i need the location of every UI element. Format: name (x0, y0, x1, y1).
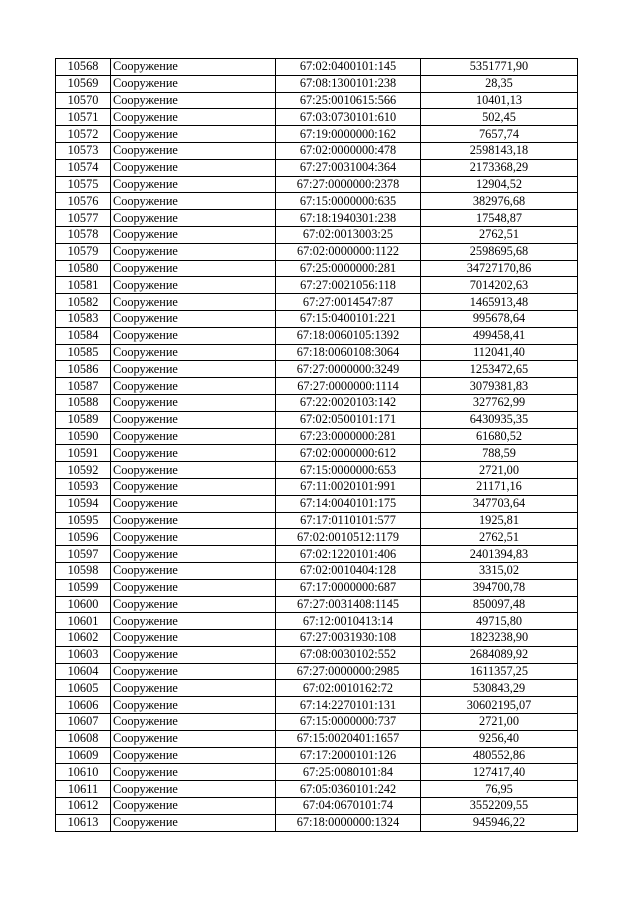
value-cell: 530843,29 (421, 680, 578, 697)
row-number-cell: 10578 (56, 226, 111, 243)
cadastral-number-cell: 67:15:0400101:221 (276, 310, 421, 327)
cadastral-number-cell: 67:14:2270101:131 (276, 697, 421, 714)
row-number-cell: 10589 (56, 411, 111, 428)
object-type-cell: Сооружение (111, 126, 276, 143)
cadastral-number-cell: 67:27:0031930:108 (276, 630, 421, 647)
object-type-cell: Сооружение (111, 92, 276, 109)
row-number-cell: 10594 (56, 495, 111, 512)
table-body (56, 59, 578, 832)
object-type-cell: Сооружение (111, 210, 276, 227)
table-row (56, 630, 578, 647)
value-cell: 3552209,55 (421, 798, 578, 815)
object-type-cell: Сооружение (111, 109, 276, 126)
value-cell: 788,59 (421, 445, 578, 462)
table-row (56, 495, 578, 512)
cadastral-number-cell: 67:23:0000000:281 (276, 428, 421, 445)
row-number-cell: 10612 (56, 798, 111, 815)
cadastral-number-cell: 67:27:0014547:87 (276, 294, 421, 311)
row-number-cell: 10585 (56, 344, 111, 361)
row-number-cell: 10609 (56, 747, 111, 764)
value-cell: 2684089,92 (421, 646, 578, 663)
row-number-cell: 10568 (56, 59, 111, 76)
table-row (56, 680, 578, 697)
row-number-cell: 10590 (56, 428, 111, 445)
row-number-cell: 10573 (56, 142, 111, 159)
object-type-cell: Сооружение (111, 142, 276, 159)
row-number-cell: 10587 (56, 378, 111, 395)
cadastral-number-cell: 67:02:0010512:1179 (276, 529, 421, 546)
cadastral-number-cell: 67:02:0013003:25 (276, 226, 421, 243)
value-cell: 10401,13 (421, 92, 578, 109)
table-row (56, 462, 578, 479)
cadastral-number-cell: 67:22:0020103:142 (276, 394, 421, 411)
table-row (56, 59, 578, 76)
table-row (56, 159, 578, 176)
value-cell: 2401394,83 (421, 546, 578, 563)
value-cell: 49715,80 (421, 613, 578, 630)
value-cell: 499458,41 (421, 327, 578, 344)
row-number-cell: 10586 (56, 361, 111, 378)
table-row (56, 361, 578, 378)
row-number-cell: 10582 (56, 294, 111, 311)
cadastral-number-cell: 67:02:0010162:72 (276, 680, 421, 697)
value-cell: 327762,99 (421, 394, 578, 411)
cadastral-number-cell: 67:02:0400101:145 (276, 59, 421, 76)
row-number-cell: 10580 (56, 260, 111, 277)
object-type-cell: Сооружение (111, 814, 276, 831)
row-number-cell: 10603 (56, 646, 111, 663)
cadastral-number-cell: 67:03:0730101:610 (276, 109, 421, 126)
object-type-cell: Сооружение (111, 428, 276, 445)
cadastral-number-cell: 67:02:0000000:1122 (276, 243, 421, 260)
object-type-cell: Сооружение (111, 394, 276, 411)
object-type-cell: Сооружение (111, 75, 276, 92)
cadastral-number-cell: 67:02:1220101:406 (276, 546, 421, 563)
cadastral-number-cell: 67:27:0021056:118 (276, 277, 421, 294)
row-number-cell: 10596 (56, 529, 111, 546)
row-number-cell: 10605 (56, 680, 111, 697)
object-type-cell: Сооружение (111, 260, 276, 277)
object-type-cell: Сооружение (111, 781, 276, 798)
table-row (56, 697, 578, 714)
value-cell: 30602195,07 (421, 697, 578, 714)
cadastral-number-cell: 67:27:0000000:1114 (276, 378, 421, 395)
table-row (56, 512, 578, 529)
table-row (56, 478, 578, 495)
row-number-cell: 10602 (56, 630, 111, 647)
cadastral-number-cell: 67:08:1300101:238 (276, 75, 421, 92)
object-type-cell: Сооружение (111, 176, 276, 193)
table-row (56, 344, 578, 361)
row-number-cell: 10575 (56, 176, 111, 193)
object-type-cell: Сооружение (111, 411, 276, 428)
row-number-cell: 10569 (56, 75, 111, 92)
table-row (56, 92, 578, 109)
cadastral-number-cell: 67:15:0000000:653 (276, 462, 421, 479)
value-cell: 347703,64 (421, 495, 578, 512)
value-cell: 7657,74 (421, 126, 578, 143)
row-number-cell: 10592 (56, 462, 111, 479)
object-type-cell: Сооружение (111, 630, 276, 647)
cadastral-number-cell: 67:17:0110101:577 (276, 512, 421, 529)
table-row (56, 243, 578, 260)
cadastral-number-cell: 67:08:0030102:552 (276, 646, 421, 663)
object-type-cell: Сооружение (111, 747, 276, 764)
object-type-cell: Сооружение (111, 243, 276, 260)
table-row (56, 798, 578, 815)
object-type-cell: Сооружение (111, 663, 276, 680)
table-row (56, 529, 578, 546)
object-type-cell: Сооружение (111, 327, 276, 344)
object-type-cell: Сооружение (111, 579, 276, 596)
row-number-cell: 10611 (56, 781, 111, 798)
row-number-cell: 10570 (56, 92, 111, 109)
cadastral-number-cell: 67:27:0031408:1145 (276, 596, 421, 613)
cadastral-number-cell: 67:25:0010615:566 (276, 92, 421, 109)
cadastral-number-cell: 67:17:2000101:126 (276, 747, 421, 764)
object-type-cell: Сооружение (111, 277, 276, 294)
row-number-cell: 10599 (56, 579, 111, 596)
value-cell: 112041,40 (421, 344, 578, 361)
cadastral-number-cell: 67:02:0010404:128 (276, 562, 421, 579)
object-type-cell: Сооружение (111, 714, 276, 731)
cadastral-number-cell: 67:15:0020401:1657 (276, 730, 421, 747)
object-type-cell: Сооружение (111, 529, 276, 546)
object-type-cell: Сооружение (111, 344, 276, 361)
table-row (56, 310, 578, 327)
row-number-cell: 10607 (56, 714, 111, 731)
row-number-cell: 10604 (56, 663, 111, 680)
row-number-cell: 10601 (56, 613, 111, 630)
table-row (56, 781, 578, 798)
table-row (56, 814, 578, 831)
value-cell: 7014202,63 (421, 277, 578, 294)
value-cell: 17548,87 (421, 210, 578, 227)
table-row (56, 109, 578, 126)
cadastral-number-cell: 67:17:0000000:687 (276, 579, 421, 596)
cadastral-number-cell: 67:02:0000000:612 (276, 445, 421, 462)
cadastral-number-cell: 67:27:0000000:2378 (276, 176, 421, 193)
cadastral-number-cell: 67:04:0670101:74 (276, 798, 421, 815)
row-number-cell: 10574 (56, 159, 111, 176)
value-cell: 2721,00 (421, 714, 578, 731)
row-number-cell: 10583 (56, 310, 111, 327)
row-number-cell: 10572 (56, 126, 111, 143)
table-row (56, 75, 578, 92)
table-row (56, 193, 578, 210)
value-cell: 382976,68 (421, 193, 578, 210)
table-row (56, 613, 578, 630)
cadastral-number-cell: 67:18:0000000:1324 (276, 814, 421, 831)
table-row (56, 730, 578, 747)
value-cell: 5351771,90 (421, 59, 578, 76)
value-cell: 1465913,48 (421, 294, 578, 311)
table-row (56, 663, 578, 680)
value-cell: 76,95 (421, 781, 578, 798)
value-cell: 2762,51 (421, 226, 578, 243)
cadastral-number-cell: 67:12:0010413:14 (276, 613, 421, 630)
table-row (56, 277, 578, 294)
object-type-cell: Сооружение (111, 697, 276, 714)
object-type-cell: Сооружение (111, 361, 276, 378)
table-row (56, 260, 578, 277)
cadastral-number-cell: 67:27:0000000:2985 (276, 663, 421, 680)
object-type-cell: Сооружение (111, 226, 276, 243)
table-row (56, 714, 578, 731)
value-cell: 9256,40 (421, 730, 578, 747)
value-cell: 1823238,90 (421, 630, 578, 647)
object-type-cell: Сооружение (111, 478, 276, 495)
cadastral-number-cell: 67:15:0000000:635 (276, 193, 421, 210)
object-type-cell: Сооружение (111, 310, 276, 327)
table-row (56, 394, 578, 411)
object-type-cell: Сооружение (111, 798, 276, 815)
cadastral-number-cell: 67:05:0360101:242 (276, 781, 421, 798)
cadastral-number-cell: 67:19:0000000:162 (276, 126, 421, 143)
row-number-cell: 10593 (56, 478, 111, 495)
object-type-cell: Сооружение (111, 562, 276, 579)
object-type-cell: Сооружение (111, 596, 276, 613)
value-cell: 850097,48 (421, 596, 578, 613)
value-cell: 34727170,86 (421, 260, 578, 277)
object-type-cell: Сооружение (111, 294, 276, 311)
object-type-cell: Сооружение (111, 730, 276, 747)
row-number-cell: 10598 (56, 562, 111, 579)
row-number-cell: 10597 (56, 546, 111, 563)
row-number-cell: 10579 (56, 243, 111, 260)
value-cell: 2598695,68 (421, 243, 578, 260)
value-cell: 3079381,83 (421, 378, 578, 395)
row-number-cell: 10571 (56, 109, 111, 126)
object-type-cell: Сооружение (111, 462, 276, 479)
data-table (55, 58, 578, 832)
row-number-cell: 10576 (56, 193, 111, 210)
cadastral-number-cell: 67:02:0500101:171 (276, 411, 421, 428)
value-cell: 127417,40 (421, 764, 578, 781)
table-row (56, 579, 578, 596)
cadastral-number-cell: 67:18:0060108:3064 (276, 344, 421, 361)
table-row (56, 176, 578, 193)
row-number-cell: 10606 (56, 697, 111, 714)
row-number-cell: 10600 (56, 596, 111, 613)
cadastral-number-cell: 67:25:0000000:281 (276, 260, 421, 277)
value-cell: 61680,52 (421, 428, 578, 445)
object-type-cell: Сооружение (111, 59, 276, 76)
row-number-cell: 10608 (56, 730, 111, 747)
cadastral-number-cell: 67:15:0000000:737 (276, 714, 421, 731)
object-type-cell: Сооружение (111, 680, 276, 697)
row-number-cell: 10613 (56, 814, 111, 831)
object-type-cell: Сооружение (111, 646, 276, 663)
row-number-cell: 10581 (56, 277, 111, 294)
row-number-cell: 10610 (56, 764, 111, 781)
table-row (56, 126, 578, 143)
object-type-cell: Сооружение (111, 193, 276, 210)
table-row (56, 428, 578, 445)
value-cell: 1253472,65 (421, 361, 578, 378)
object-type-cell: Сооружение (111, 445, 276, 462)
cadastral-number-cell: 67:27:0031004:364 (276, 159, 421, 176)
table-row (56, 378, 578, 395)
table-row (56, 210, 578, 227)
cadastral-number-cell: 67:11:0020101:991 (276, 478, 421, 495)
row-number-cell: 10588 (56, 394, 111, 411)
table-row (56, 546, 578, 563)
value-cell: 6430935,35 (421, 411, 578, 428)
value-cell: 945946,22 (421, 814, 578, 831)
row-number-cell: 10584 (56, 327, 111, 344)
object-type-cell: Сооружение (111, 613, 276, 630)
value-cell: 2721,00 (421, 462, 578, 479)
value-cell: 28,35 (421, 75, 578, 92)
table-row (56, 226, 578, 243)
cadastral-number-cell: 67:02:0000000:478 (276, 142, 421, 159)
object-type-cell: Сооружение (111, 159, 276, 176)
value-cell: 502,45 (421, 109, 578, 126)
value-cell: 995678,64 (421, 310, 578, 327)
row-number-cell: 10591 (56, 445, 111, 462)
row-number-cell: 10577 (56, 210, 111, 227)
object-type-cell: Сооружение (111, 495, 276, 512)
value-cell: 480552,86 (421, 747, 578, 764)
table-row (56, 747, 578, 764)
cadastral-number-cell: 67:18:1940301:238 (276, 210, 421, 227)
table-row (56, 646, 578, 663)
value-cell: 1925,81 (421, 512, 578, 529)
cadastral-number-cell: 67:27:0000000:3249 (276, 361, 421, 378)
table-row (56, 411, 578, 428)
value-cell: 1611357,25 (421, 663, 578, 680)
object-type-cell: Сооружение (111, 378, 276, 395)
table-row (56, 294, 578, 311)
value-cell: 12904,52 (421, 176, 578, 193)
object-type-cell: Сооружение (111, 546, 276, 563)
value-cell: 394700,78 (421, 579, 578, 596)
table-row (56, 445, 578, 462)
table-row (56, 764, 578, 781)
cadastral-number-cell: 67:25:0080101:84 (276, 764, 421, 781)
table-row (56, 142, 578, 159)
value-cell: 2598143,18 (421, 142, 578, 159)
value-cell: 2762,51 (421, 529, 578, 546)
table-row (56, 562, 578, 579)
object-type-cell: Сооружение (111, 512, 276, 529)
cadastral-number-cell: 67:18:0060105:1392 (276, 327, 421, 344)
value-cell: 2173368,29 (421, 159, 578, 176)
value-cell: 3315,02 (421, 562, 578, 579)
value-cell: 21171,16 (421, 478, 578, 495)
table-row (56, 327, 578, 344)
row-number-cell: 10595 (56, 512, 111, 529)
table-row (56, 596, 578, 613)
cadastral-number-cell: 67:14:0040101:175 (276, 495, 421, 512)
object-type-cell: Сооружение (111, 764, 276, 781)
